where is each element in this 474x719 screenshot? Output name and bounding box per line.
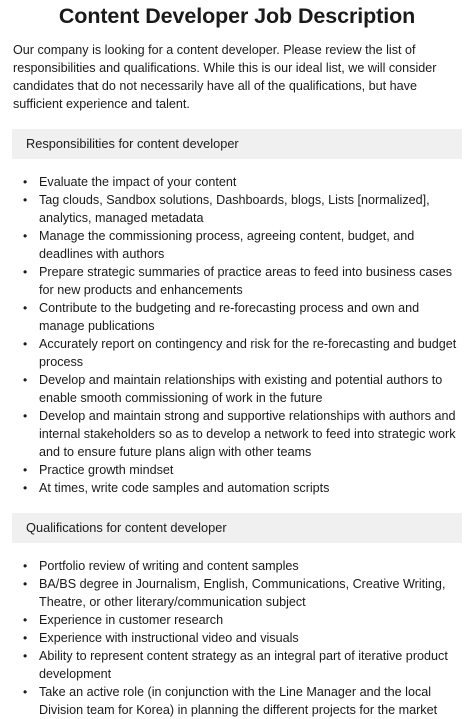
list-item	[13, 557, 460, 575]
list-item-text: Experience with instructional video and visuals	[39, 631, 299, 645]
bullet-icon: •	[23, 631, 28, 645]
bullet-icon: •	[23, 175, 28, 189]
list-item-text: Experience in customer research	[39, 613, 224, 627]
list-item	[13, 371, 460, 407]
list-item-text: BA/BS degree in Journalism, English, Communications, Creative Writing, Theatre, or other literary/communication subject	[39, 577, 446, 609]
list-item-text: Develop and maintain relationships with existing and potential authors to enable smooth commissioning of work in the future	[39, 373, 443, 405]
list-item	[13, 227, 460, 263]
list-item	[13, 611, 460, 629]
list-item-text: Tag clouds, Sandbox solutions, Dashboards, blogs, Lists [normalized], analytics, managed metadata	[39, 193, 430, 225]
list-item	[13, 461, 460, 479]
list-item	[13, 191, 460, 227]
bullet-icon: •	[23, 481, 28, 495]
list-item-text: Accurately report on contingency and risk for the re-forecasting and budget process	[39, 337, 457, 369]
bullet-icon: •	[23, 301, 28, 315]
bullet-icon: •	[23, 463, 28, 477]
list-item-text: Contribute to the budgeting and re-forecasting process and own and manage publications	[39, 301, 420, 333]
bullet-icon: •	[23, 373, 28, 387]
list-item	[13, 407, 460, 461]
list-item	[13, 299, 460, 335]
list-item	[13, 629, 460, 647]
list-item-text: Ability to represent content strategy as an integral part of iterative product development	[39, 649, 448, 681]
responsibilities-heading: Responsibilities for content developer	[12, 129, 462, 159]
bullet-icon: •	[23, 685, 28, 699]
list-item-text: Evaluate the impact of your content	[39, 175, 237, 189]
responsibilities-list	[13, 173, 460, 497]
intro-paragraph: Our company is looking for a content developer. Please review the list of responsibilities and qualifications. While this is our ideal list, we will consider candidates that do not necessarily have all of the qualifications, but have sufficient experience and talent.	[13, 43, 437, 111]
list-item	[13, 683, 460, 719]
list-item	[13, 335, 460, 371]
list-item	[13, 647, 460, 683]
list-item-text: Portfolio review of writing and content samples	[39, 559, 299, 573]
page-title: Content Developer Job Description	[58, 4, 416, 28]
bullet-icon: •	[23, 265, 28, 279]
bullet-icon: •	[23, 649, 28, 663]
qualifications-list	[13, 557, 460, 719]
list-item-text: Manage the commissioning process, agreeing content, budget, and deadlines with authors	[39, 229, 415, 261]
list-item	[13, 479, 460, 497]
list-item-text: Practice growth mindset	[39, 463, 174, 477]
list-item-text: Develop and maintain strong and supportive relationships with authors and internal stakeholders so as to develop a network to feed into strategic work and to ensure future plans align with other teams	[39, 409, 456, 459]
list-item	[13, 575, 460, 611]
bullet-icon: •	[23, 559, 28, 573]
bullet-icon: •	[23, 229, 28, 243]
bullet-icon: •	[23, 577, 28, 591]
bullet-icon: •	[23, 337, 28, 351]
list-item-text: Prepare strategic summaries of practice areas to feed into business cases for new products and enhancements	[39, 265, 452, 297]
list-item	[13, 263, 460, 299]
bullet-icon: •	[23, 193, 28, 207]
bullet-icon: •	[23, 613, 28, 627]
list-item-text: Take an active role (in conjunction with the Line Manager and the local Division team for Korea) in planning the different projects for the market	[39, 685, 438, 717]
qualifications-heading: Qualifications for content developer	[12, 513, 462, 543]
bullet-icon: •	[23, 409, 28, 423]
list-item	[13, 173, 460, 191]
list-item-text: At times, write code samples and automation scripts	[39, 481, 330, 495]
